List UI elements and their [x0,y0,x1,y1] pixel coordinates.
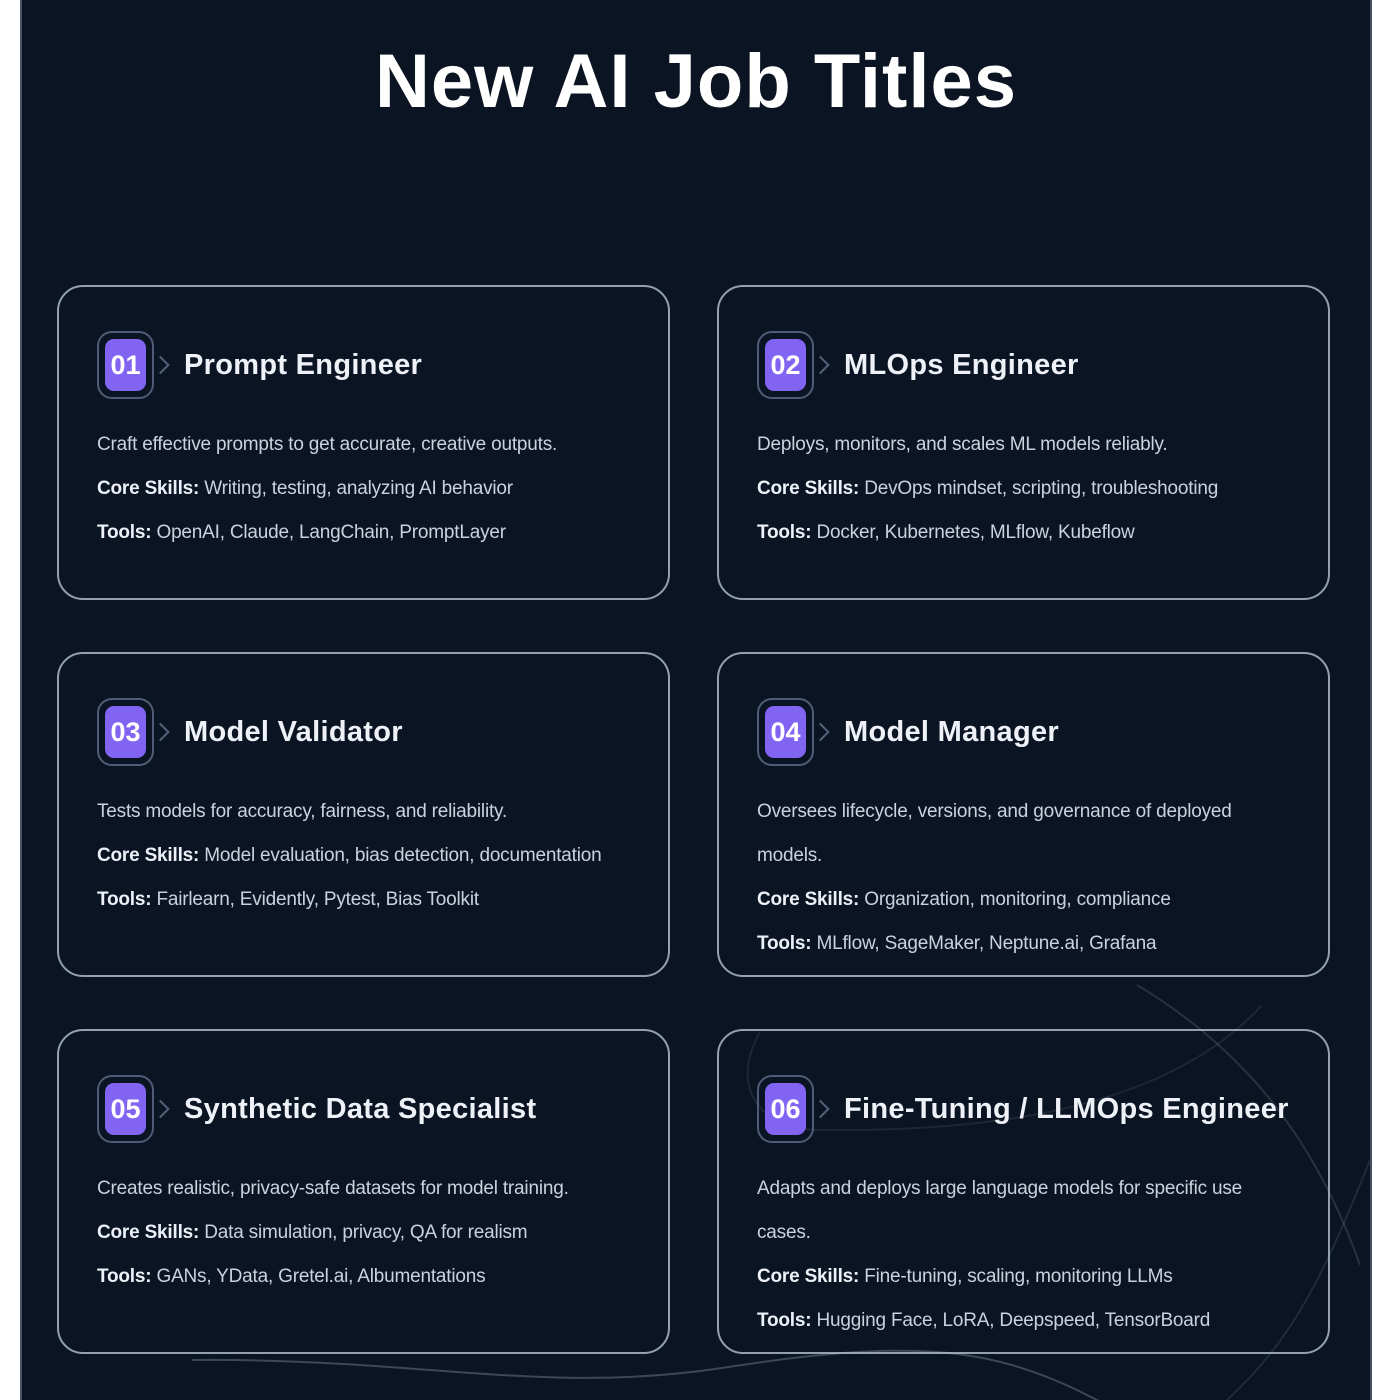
core-skills-value: DevOps mindset, scripting, troubleshooting [864,478,1219,499]
page-title: New AI Job Titles [374,39,1018,124]
job-description: Deploys, monitors, and scales ML models reliably. [757,434,1168,455]
card-body [97,423,630,555]
infographic-canvas [20,0,1372,1400]
tools-line [97,878,630,922]
card-body [757,423,1290,555]
core-skills-value: Data simulation, privacy, QA for realism [204,1222,528,1243]
job-card-model-validator [57,652,670,977]
card-header [97,331,630,399]
core-skills-line [757,1255,1290,1299]
tools-label: Tools: [757,933,812,954]
core-skills-value: Fine-tuning, scaling, monitoring LLMs [864,1266,1173,1287]
card-header [97,698,630,766]
job-card-model-manager [717,652,1330,977]
job-description: Craft effective prompts to get accurate, creative outputs. [97,434,558,455]
chevron-right-icon [151,1100,169,1118]
core-skills-line [757,467,1290,511]
job-title: Model Manager [844,715,1059,748]
number-badge [97,331,154,399]
tools-value: Fairlearn, Evidently, Pytest, Bias Toolkit [156,889,479,910]
number-badge [757,1075,814,1143]
tools-value: GANs, YData, Gretel.ai, Albumentations [156,1266,486,1287]
job-card-mlops-engineer [717,285,1330,600]
core-skills-label: Core Skills: [757,889,860,910]
badge-number: 06 [765,1083,806,1135]
number-badge [757,698,814,766]
card-body [757,790,1290,966]
tools-value: MLflow, SageMaker, Neptune.ai, Grafana [816,933,1157,954]
core-skills-line [97,1211,630,1255]
badge-number: 01 [105,339,146,391]
badge-number: 02 [765,339,806,391]
badge-number: 03 [105,706,146,758]
job-title: Prompt Engineer [184,348,423,381]
card-header [757,331,1290,399]
tools-label: Tools: [97,1266,152,1287]
job-title: MLOps Engineer [844,348,1079,381]
job-card-finetuning-llmops-engineer [717,1029,1330,1354]
job-card-synthetic-data-specialist [57,1029,670,1354]
badge-number: 04 [765,706,806,758]
tools-value: Docker, Kubernetes, MLflow, Kubeflow [816,522,1135,543]
job-card-prompt-engineer [57,285,670,600]
tools-value: Hugging Face, LoRA, Deepspeed, TensorBoard [816,1310,1211,1331]
card-header [757,698,1290,766]
job-title: Model Validator [184,715,403,748]
cards-grid [22,285,1370,1354]
core-skills-label: Core Skills: [757,1266,860,1287]
core-skills-label: Core Skills: [97,1222,200,1243]
job-title: Fine-Tuning / LLMOps Engineer [844,1092,1289,1125]
number-badge [97,698,154,766]
core-skills-label: Core Skills: [757,478,860,499]
core-skills-label: Core Skills: [97,845,200,866]
number-badge [97,1075,154,1143]
chevron-right-icon [811,356,829,374]
card-header [757,1075,1290,1143]
card-body [97,790,630,922]
tools-label: Tools: [97,522,152,543]
tools-label: Tools: [97,889,152,910]
card-body [757,1167,1290,1343]
chevron-right-icon [151,356,169,374]
chevron-right-icon [811,1100,829,1118]
tools-label: Tools: [757,522,812,543]
card-header [97,1075,630,1143]
badge-number: 05 [105,1083,146,1135]
core-skills-label: Core Skills: [97,478,200,499]
job-description: Oversees lifecycle, versions, and governance of deployed models. [757,801,1232,866]
tools-line [757,1299,1290,1343]
chevron-right-icon [811,723,829,741]
core-skills-line [97,834,617,878]
tools-value: OpenAI, Claude, LangChain, PromptLayer [156,522,506,543]
tools-line [757,922,1290,966]
tools-line [97,511,630,555]
job-title: Synthetic Data Specialist [184,1092,537,1125]
core-skills-line [757,878,1290,922]
tools-line [757,511,1290,555]
chevron-right-icon [151,723,169,741]
core-skills-line [97,467,630,511]
core-skills-value: Model evaluation, bias detection, documentation [204,845,602,866]
header [22,0,1370,285]
job-description: Adapts and deploys large language models for specific use cases. [757,1178,1243,1243]
core-skills-value: Writing, testing, analyzing AI behavior [204,478,513,499]
tools-label: Tools: [757,1310,812,1331]
job-description: Tests models for accuracy, fairness, and reliability. [97,801,508,822]
job-description: Creates realistic, privacy-safe datasets for model training. [97,1178,569,1199]
core-skills-value: Organization, monitoring, compliance [864,889,1171,910]
tools-line [97,1255,630,1299]
card-body [97,1167,630,1299]
number-badge [757,331,814,399]
